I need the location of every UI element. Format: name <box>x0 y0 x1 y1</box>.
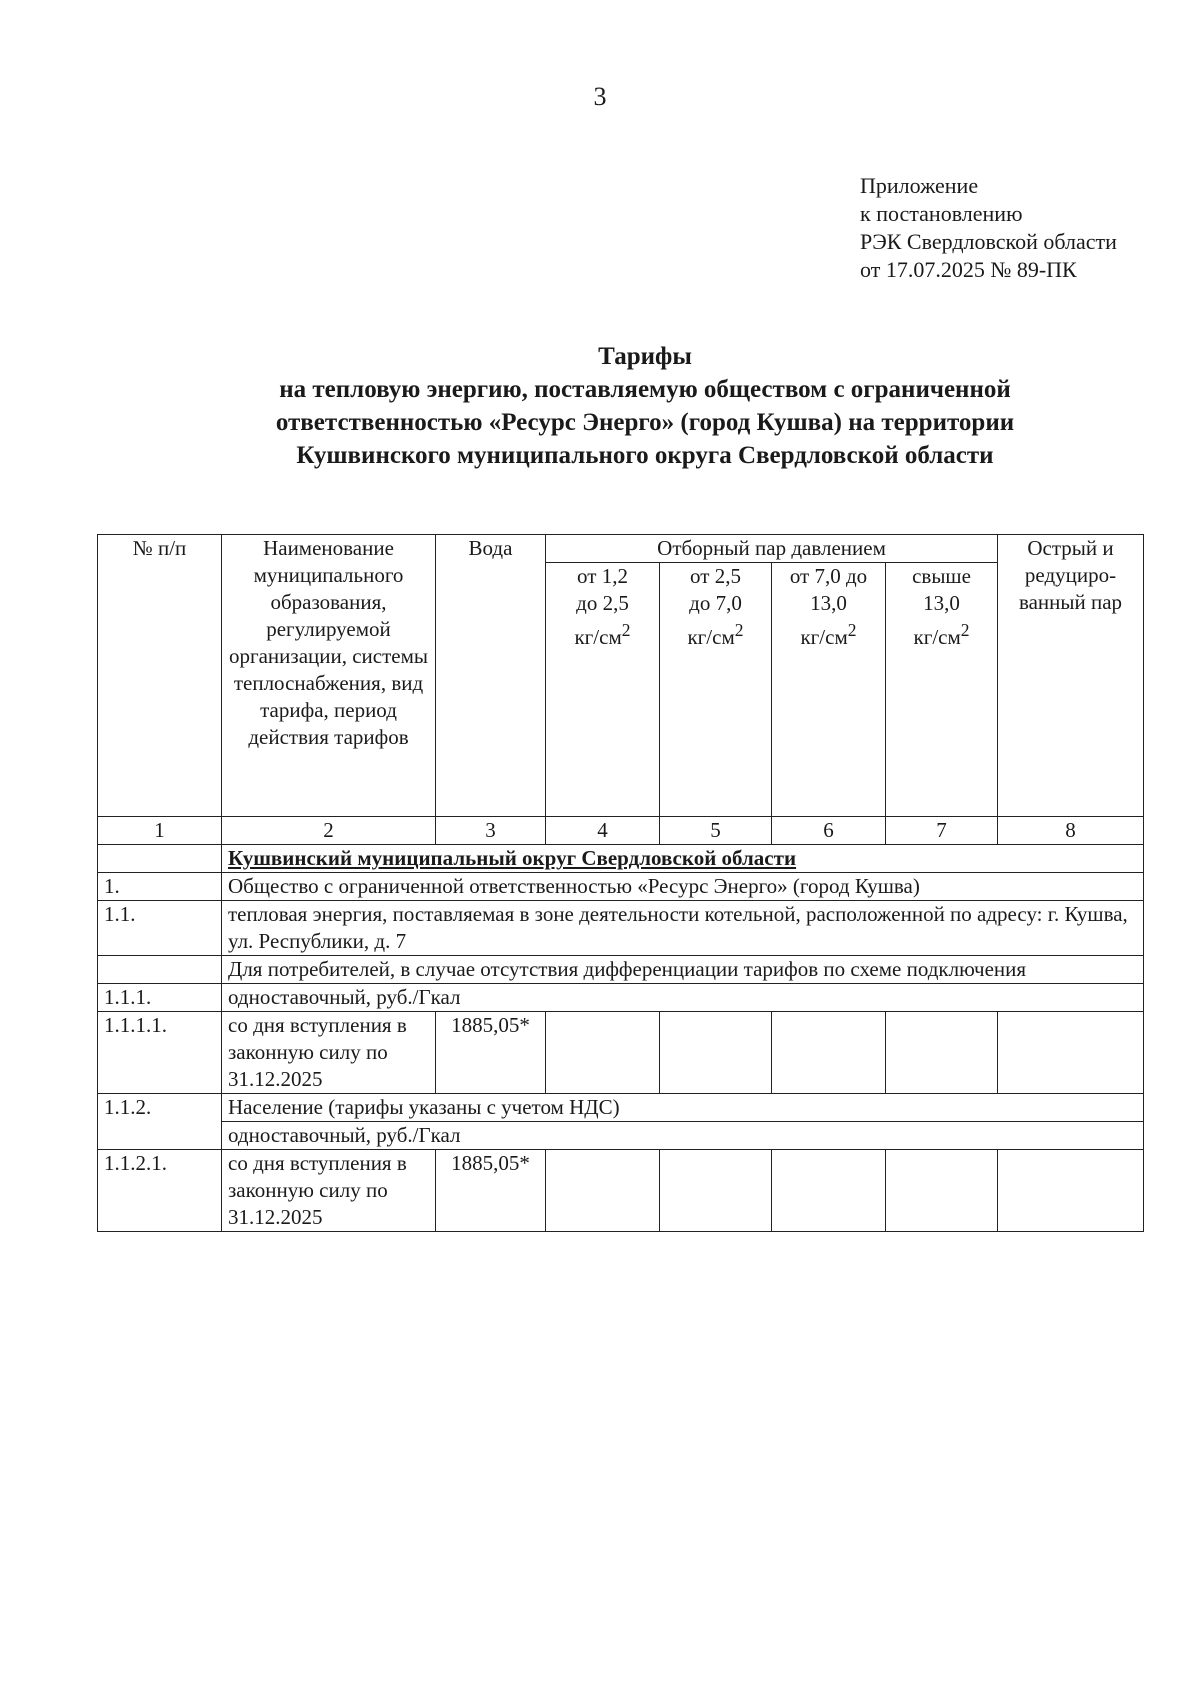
unit-exponent: 2 <box>734 620 744 640</box>
tariff-type: одноставочный, руб./Гкал <box>222 1122 1144 1150</box>
region-row <box>98 845 1144 873</box>
column-number: 4 <box>546 817 660 845</box>
source-description: тепловая энергия, поставляемая в зоне деятельности котельной, расположенной по адресу: г. Кушва, ул. Республики, д. 7 <box>222 901 1144 956</box>
appendix-line: от 17.07.2025 № 89-ПК <box>860 257 1077 282</box>
empty-cell <box>98 956 222 984</box>
empty-cell <box>772 1012 886 1094</box>
unit-exponent: 2 <box>621 620 631 640</box>
column-number: 5 <box>660 817 772 845</box>
column-number-row <box>98 817 1144 845</box>
population-row <box>98 1094 1144 1122</box>
title-line: Кушвинского муниципального округа Свердловской области <box>296 442 994 469</box>
single-rate-row <box>98 984 1144 1012</box>
column-number: 7 <box>886 817 998 845</box>
population-description: Население (тарифы указаны с учетом НДС) <box>222 1094 1144 1122</box>
header-pressure-3 <box>772 563 886 817</box>
empty-cell <box>660 1012 772 1094</box>
header-sharp-steam: Острый и редуциро-ванный пар <box>998 535 1144 817</box>
title-line: Тарифы <box>598 343 692 370</box>
appendix-header <box>860 172 1117 284</box>
empty-cell <box>886 1150 998 1232</box>
empty-cell <box>998 1012 1144 1094</box>
column-number: 2 <box>222 817 436 845</box>
empty-cell <box>772 1150 886 1232</box>
header-name: Наименование муниципального образования, регулируемой организации, системы теплоснабжения, вид тарифа, период действия тарифов <box>222 535 436 817</box>
header-num: № п/п <box>98 535 222 817</box>
pressure-unit: кг/см <box>687 625 735 649</box>
page-number: 3 <box>593 82 607 111</box>
header-pressure-4 <box>886 563 998 817</box>
single-rate-row <box>98 1122 1144 1150</box>
pressure-unit: кг/см <box>800 625 848 649</box>
title-line: на тепловую энергию, поставляемую обществом с ограниченной <box>279 376 1011 403</box>
org-name: Общество с ограниченной ответственностью «Ресурс Энерго» (город Кушва) <box>222 873 1144 901</box>
consumers-description: Для потребителей, в случае отсутствия дифференциации тарифов по схеме подключения <box>222 956 1144 984</box>
pressure-range: от 7,0 до 13,0 <box>789 564 868 615</box>
water-tariff-value: 1885,05* <box>436 1012 546 1094</box>
org-row <box>98 873 1144 901</box>
empty-cell <box>546 1150 660 1232</box>
row-num: 1.1.1. <box>98 984 222 1012</box>
header-pressure-2 <box>660 563 772 817</box>
row-num: 1.1. <box>98 901 222 956</box>
empty-cell <box>998 1150 1144 1232</box>
empty-cell <box>660 1150 772 1232</box>
header-row <box>98 535 1144 563</box>
pressure-range: от 2,5 до 7,0 <box>689 564 742 615</box>
region-name: Кушвинский муниципальный округ Свердловской области <box>222 845 1144 873</box>
consumers-row <box>98 956 1144 984</box>
appendix-line: к постановлению <box>860 201 1023 226</box>
column-number: 8 <box>998 817 1144 845</box>
source-row <box>98 901 1144 956</box>
appendix-line: Приложение <box>860 173 979 198</box>
column-number: 1 <box>98 817 222 845</box>
appendix-line: РЭК Свердловской области <box>860 229 1117 254</box>
unit-exponent: 2 <box>847 620 857 640</box>
column-number: 6 <box>772 817 886 845</box>
tariff-table <box>97 534 1144 1232</box>
pressure-unit: кг/см <box>913 625 961 649</box>
document-title <box>0 340 1200 472</box>
header-pressure-1 <box>546 563 660 817</box>
tariff-period-row <box>98 1012 1144 1094</box>
period-label: со дня вступления в законную силу по 31.12.2025 <box>222 1012 436 1094</box>
empty-cell <box>886 1012 998 1094</box>
header-water: Вода <box>436 535 546 817</box>
column-number: 3 <box>436 817 546 845</box>
pressure-range: от 1,2 до 2,5 <box>576 564 629 615</box>
row-num: 1.1.1.1. <box>98 1012 222 1094</box>
pressure-unit: кг/см <box>574 625 622 649</box>
unit-exponent: 2 <box>960 620 970 640</box>
header-steam-group: Отборный пар давлением <box>546 535 998 563</box>
row-num: 1. <box>98 873 222 901</box>
empty-cell <box>546 1012 660 1094</box>
pressure-range: свыше 13,0 <box>912 564 971 615</box>
title-line: ответственностью «Ресурс Энерго» (город Кушва) на территории <box>275 409 1015 436</box>
row-num: 1.1.2. <box>98 1094 222 1150</box>
tariff-period-row <box>98 1150 1144 1232</box>
row-num: 1.1.2.1. <box>98 1150 222 1232</box>
empty-cell <box>98 845 222 873</box>
tariff-type: одноставочный, руб./Гкал <box>222 984 1144 1012</box>
water-tariff-value: 1885,05* <box>436 1150 546 1232</box>
period-label: со дня вступления в законную силу по 31.12.2025 <box>222 1150 436 1232</box>
